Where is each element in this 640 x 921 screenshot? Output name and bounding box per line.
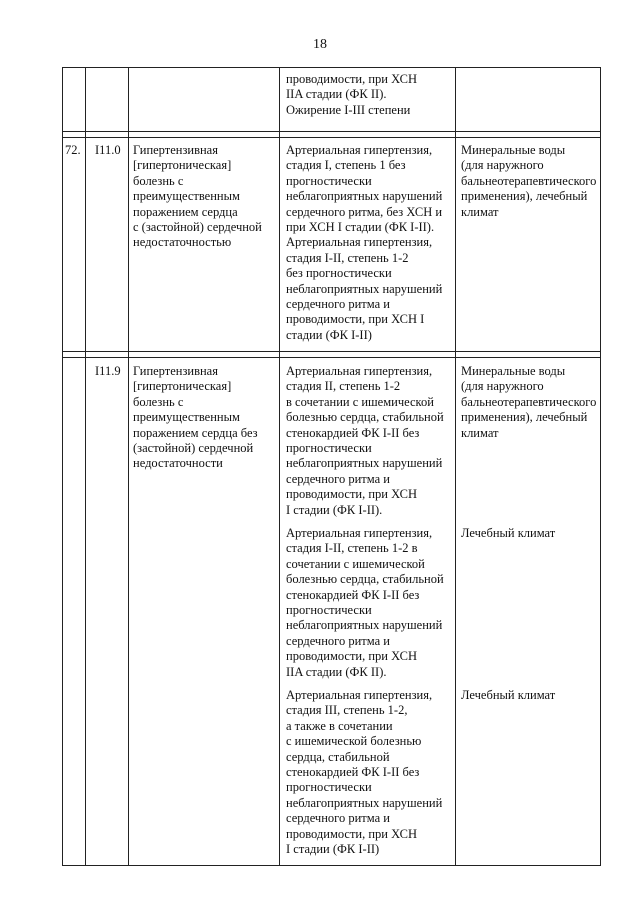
column-border: [128, 67, 129, 866]
row-divider: [62, 357, 601, 358]
disease-name: Гипертензивная [гипертоническая] болезнь с преимущественным поражением сердца без (застойной) сердечной недостаточности: [133, 364, 258, 471]
indication-conditions: Артериальная гипертензия, стадия I-II, степень 1-2 в сочетании с ишемической болезнью сердца, стабильной стенокардией ФК I-II без прогностически неблагоприятных нарушений сердечного ритма и проводимости, при ХСН IIA стадии (ФК II).: [286, 526, 444, 679]
indication-conditions: Артериальная гипертензия, стадия I, степень 1 без прогностически неблагоприятных нарушений сердечного ритма, без ХСН и при ХСН I стадии (ФК I-II). Артериальная гипертензия, стадия I-II, степень 1-2 без прогностически неблагоприятных нарушений сердечного ритма и проводимости, при ХСН I стадии (ФК I-II): [286, 143, 443, 342]
column-border: [600, 67, 601, 866]
table-top-border: [62, 67, 601, 68]
table-bottom-border: [62, 865, 601, 866]
indication-conditions: Артериальная гипертензия, стадия II, степень 1-2 в сочетании с ишемической болезнью сердца, стабильной стенокардией ФК I-II без прогностически неблагоприятных нарушений сердечного ритма и проводимости, при ХСН I стадии (ФК I-II).: [286, 364, 444, 517]
row-number: 72.: [65, 143, 81, 157]
column-border: [279, 67, 280, 866]
page-number: 18: [313, 37, 327, 52]
therapeutic-factors: Лечебный климат: [461, 526, 556, 540]
column-border: [455, 67, 456, 866]
icd-code: I11.0: [95, 143, 121, 157]
indication-conditions: Артериальная гипертензия, стадия III, степень 1-2, а также в сочетании с ишемической болезнью сердца, стабильной стенокардией ФК I-II без прогностически неблагоприятных нарушений сердечного ритма и проводимости, при ХСН I стадии (ФК I-II): [286, 688, 443, 857]
column-border: [85, 67, 86, 866]
row-divider: [62, 351, 601, 352]
therapeutic-factors: Минеральные воды (для наружного бальнеотерапевтического применения), лечебный климат: [461, 364, 597, 440]
row-divider: [62, 131, 601, 132]
row-divider: [62, 137, 601, 138]
therapeutic-factors: Лечебный климат: [461, 688, 556, 702]
disease-name: Гипертензивная [гипертоническая] болезнь с преимущественным поражением сердца с (застойной) сердечной недостаточностью: [133, 143, 262, 250]
top-row-conditions: проводимости, при ХСН IIA стадии (ФК II). Ожирение I-III степени: [286, 72, 418, 117]
therapeutic-factors: Минеральные воды (для наружного бальнеотерапевтического применения), лечебный климат: [461, 143, 597, 219]
icd-code: I11.9: [95, 364, 121, 378]
column-border: [62, 67, 63, 866]
